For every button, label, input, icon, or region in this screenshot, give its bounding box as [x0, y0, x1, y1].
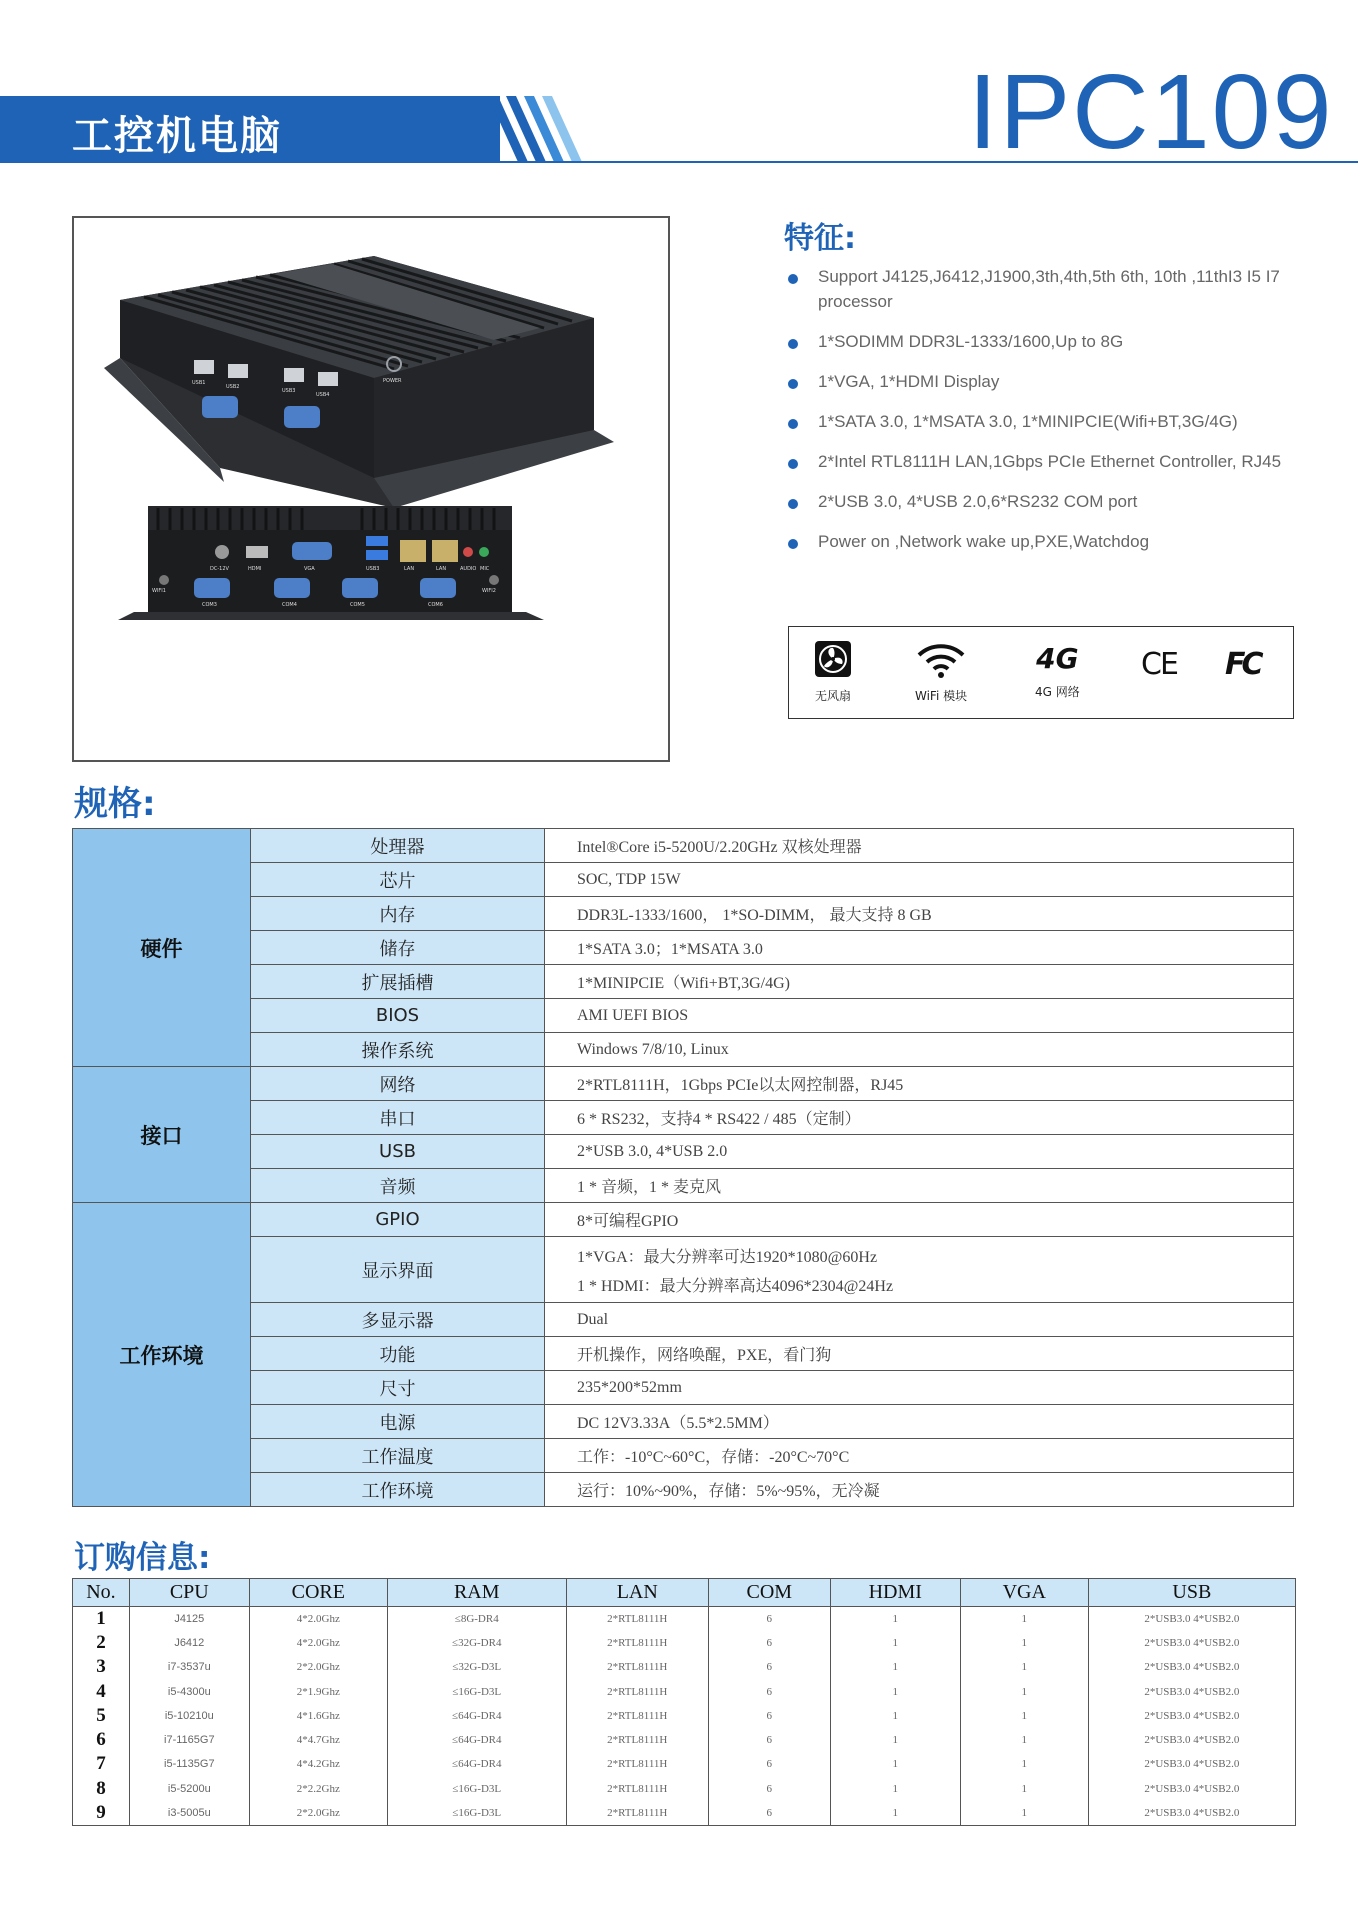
order-cell: i5-4300u: [129, 1679, 249, 1703]
spec-table: [72, 828, 1294, 1507]
order-cell: 4: [73, 1679, 130, 1703]
order-cell: 2*2.0Ghz: [249, 1655, 387, 1679]
order-cell: 2*USB3.0 4*USB2.0: [1088, 1631, 1295, 1655]
rear-port-label: AUDIO: [460, 566, 477, 572]
order-cell: ≤16G-D3L: [387, 1801, 566, 1825]
order-cell: 2*2.0Ghz: [249, 1801, 387, 1825]
order-cell: 2*2.2Ghz: [249, 1777, 387, 1801]
fanless-badge: [813, 639, 853, 704]
fan-icon: [813, 639, 853, 679]
order-cell: 1: [960, 1607, 1088, 1631]
order-cell: 1: [830, 1631, 960, 1655]
order-row: [73, 1655, 1296, 1679]
order-cell: ≤64G-DR4: [387, 1752, 566, 1776]
spec-value: 6 * RS232，支持4 * RS422 / 485（定制）: [545, 1101, 1294, 1135]
spec-value: 工作：-10°C~60°C，存储：-20°C~70°C: [545, 1439, 1294, 1473]
lte-label: 4G 网络: [1035, 685, 1080, 699]
spec-group-environment: 工作环境: [73, 1203, 251, 1507]
order-cell: 6: [708, 1679, 830, 1703]
order-cell: 2*RTL8111H: [566, 1631, 708, 1655]
order-cell: i7-1165G7: [129, 1728, 249, 1752]
order-cell: 2*USB3.0 4*USB2.0: [1088, 1607, 1295, 1631]
spec-row: [73, 863, 1294, 897]
spec-row: [73, 999, 1294, 1033]
order-cell: 1: [830, 1655, 960, 1679]
spec-row: [73, 1237, 1294, 1303]
order-cell: 1: [830, 1801, 960, 1825]
order-cell: 7: [73, 1752, 130, 1776]
order-cell: 1: [73, 1607, 130, 1631]
rear-port-label: COM5: [350, 602, 365, 608]
product-photo: [72, 216, 670, 762]
front-port-label: POWER: [383, 378, 402, 384]
order-header-row: [73, 1579, 1296, 1607]
order-cell: 2*USB3.0 4*USB2.0: [1088, 1777, 1295, 1801]
order-cell: 2*USB3.0 4*USB2.0: [1088, 1679, 1295, 1703]
category-title: 工控机电脑: [72, 113, 282, 159]
rear-port-label: VGA: [304, 566, 315, 572]
order-cell: ≤64G-DR4: [387, 1728, 566, 1752]
spec-label: 工作温度: [251, 1439, 545, 1473]
order-row: [73, 1728, 1296, 1752]
spec-label: 尺寸: [251, 1371, 545, 1405]
order-cell: 9: [73, 1801, 130, 1825]
order-cell: 3: [73, 1655, 130, 1679]
order-row: [73, 1801, 1296, 1825]
ce-mark-icon: CE: [1141, 647, 1177, 682]
order-cell: 2*RTL8111H: [566, 1704, 708, 1728]
order-cell: 6: [708, 1631, 830, 1655]
spec-value: Windows 7/8/10, Linux: [545, 1033, 1294, 1067]
order-cell: 1: [960, 1801, 1088, 1825]
spec-row: [73, 1303, 1294, 1337]
order-column-header: CORE: [249, 1579, 387, 1607]
order-cell: 2*RTL8111H: [566, 1607, 708, 1631]
order-cell: 1: [960, 1631, 1088, 1655]
spec-value: 8*可编程GPIO: [545, 1203, 1294, 1237]
order-cell: 2*RTL8111H: [566, 1752, 708, 1776]
order-cell: ≤16G-D3L: [387, 1777, 566, 1801]
order-cell: 6: [708, 1704, 830, 1728]
spec-label: GPIO: [251, 1203, 545, 1237]
rear-port-label: LAN: [436, 566, 447, 572]
spec-label: 储存: [251, 931, 545, 965]
order-cell: ≤32G-DR4: [387, 1631, 566, 1655]
spec-row: [73, 1135, 1294, 1169]
model-number: IPC109: [968, 53, 1334, 171]
order-cell: 1: [960, 1752, 1088, 1776]
spec-value: 开机操作，网络唤醒，PXE，看门狗: [545, 1337, 1294, 1371]
spec-value: 1*SATA 3.0；1*MSATA 3.0: [545, 931, 1294, 965]
feature-item: Power on ,Network wake up,PXE,Watchdog: [784, 529, 1324, 554]
front-port-label: USB3: [282, 388, 296, 394]
order-cell: 2*RTL8111H: [566, 1655, 708, 1679]
order-cell: J4125: [129, 1607, 249, 1631]
order-cell: 6: [708, 1728, 830, 1752]
order-cell: 6: [708, 1655, 830, 1679]
order-cell: i7-3537u: [129, 1655, 249, 1679]
order-cell: 1: [960, 1777, 1088, 1801]
order-row: [73, 1631, 1296, 1655]
spec-row: [73, 1405, 1294, 1439]
order-cell: 1: [960, 1728, 1088, 1752]
order-cell: 4*2.0Ghz: [249, 1607, 387, 1631]
order-cell: 2*RTL8111H: [566, 1679, 708, 1703]
spec-row: [73, 1203, 1294, 1237]
rear-port-label: DC-12V: [210, 566, 229, 572]
spec-label: 网络: [251, 1067, 545, 1101]
spec-label: 音频: [251, 1169, 545, 1203]
spec-title: 规格:: [74, 784, 156, 824]
spec-group-hardware: 硬件: [73, 829, 251, 1067]
spec-value-line: 1*VGA：最大分辨率可达1920*1080@60Hz: [577, 1248, 878, 1266]
spec-value-multiline: [545, 1237, 1294, 1303]
spec-value: Dual: [545, 1303, 1294, 1337]
feature-item: 2*USB 3.0, 4*USB 2.0,6*RS232 COM port: [784, 489, 1324, 514]
spec-label: 工作环境: [251, 1473, 545, 1507]
order-cell: 6: [708, 1607, 830, 1631]
order-cell: 1: [830, 1679, 960, 1703]
spec-row: [73, 1473, 1294, 1507]
rear-port-label: USB3: [366, 566, 380, 572]
order-cell: 2*USB3.0 4*USB2.0: [1088, 1728, 1295, 1752]
order-column-header: RAM: [387, 1579, 566, 1607]
feature-item: 2*Intel RTL8111H LAN,1Gbps PCIe Ethernet Controller, RJ45: [784, 449, 1324, 474]
order-cell: 4*1.6Ghz: [249, 1704, 387, 1728]
spec-label: 扩展插槽: [251, 965, 545, 999]
order-cell: 8: [73, 1777, 130, 1801]
spec-row: [73, 931, 1294, 965]
features-title: 特征:: [784, 221, 856, 256]
order-column-header: LAN: [566, 1579, 708, 1607]
rear-port-label: WIFI1: [152, 588, 166, 594]
order-cell: 2*RTL8111H: [566, 1728, 708, 1752]
order-row: [73, 1607, 1296, 1631]
fcc-mark-icon: FC: [1225, 647, 1260, 682]
fanless-label: 无风扇: [814, 689, 851, 703]
order-cell: 6: [708, 1752, 830, 1776]
front-port-label: USB2: [226, 384, 240, 390]
spec-label: 串口: [251, 1101, 545, 1135]
order-cell: i5-5200u: [129, 1777, 249, 1801]
spec-value: SOC, TDP 15W: [545, 863, 1294, 897]
spec-label: USB: [251, 1135, 545, 1169]
spec-row: [73, 1371, 1294, 1405]
order-cell: 2*RTL8111H: [566, 1777, 708, 1801]
spec-value: 运行：10%~90%，存储：5%~95%，无冷凝: [545, 1473, 1294, 1507]
order-cell: 1: [960, 1704, 1088, 1728]
wifi-badge: [915, 639, 967, 704]
order-column-header: COM: [708, 1579, 830, 1607]
rear-port-label: COM3: [202, 602, 217, 608]
order-cell: 1: [830, 1704, 960, 1728]
rear-port-label: COM6: [428, 602, 443, 608]
pc-top-view: [104, 256, 614, 508]
spec-label: BIOS: [251, 999, 545, 1033]
lte-icon: 4G: [1036, 642, 1079, 675]
order-column-header: No.: [73, 1579, 130, 1607]
order-cell: 2*USB3.0 4*USB2.0: [1088, 1704, 1295, 1728]
spec-value: 2*RTL8111H，1Gbps PCIe以太网控制器，RJ45: [545, 1067, 1294, 1101]
spec-row: [73, 1033, 1294, 1067]
spec-row: [73, 1101, 1294, 1135]
order-title: 订购信息:: [74, 1540, 211, 1576]
header-stripes-decoration: [488, 96, 598, 162]
order-column-header: VGA: [960, 1579, 1088, 1607]
order-row: [73, 1679, 1296, 1703]
order-cell: ≤64G-DR4: [387, 1704, 566, 1728]
order-cell: 1: [830, 1752, 960, 1776]
wifi-label: WiFi 模块: [915, 689, 968, 703]
spec-row: [73, 1067, 1294, 1101]
order-cell: 1: [960, 1655, 1088, 1679]
order-body: [73, 1607, 1296, 1826]
order-row: [73, 1752, 1296, 1776]
feature-item: Support J4125,J6412,J1900,3th,4th,5th 6th, 10th ,11thI3 I5 I7 processor: [784, 264, 1324, 314]
spec-value: 1 * 音频，1 * 麦克风: [545, 1169, 1294, 1203]
spec-value: 235*200*52mm: [545, 1371, 1294, 1405]
certification-box: [788, 626, 1294, 719]
order-cell: 6: [73, 1728, 130, 1752]
spec-label: 显示界面: [251, 1237, 545, 1303]
order-cell: i5-1135G7: [129, 1752, 249, 1776]
order-cell: i5-10210u: [129, 1704, 249, 1728]
order-cell: 4*2.0Ghz: [249, 1631, 387, 1655]
order-cell: 1: [960, 1679, 1088, 1703]
spec-label: 电源: [251, 1405, 545, 1439]
order-cell: 4*4.2Ghz: [249, 1752, 387, 1776]
spec-label: 操作系统: [251, 1033, 545, 1067]
rear-port-label: MIC: [480, 566, 490, 572]
spec-value: DDR3L-1333/1600， 1*SO-DIMM， 最大支持 8 GB: [545, 897, 1294, 931]
spec-label: 内存: [251, 897, 545, 931]
order-cell: 2*USB3.0 4*USB2.0: [1088, 1801, 1295, 1825]
order-column-header: USB: [1088, 1579, 1295, 1607]
front-port-label: USB1: [192, 380, 206, 386]
feature-item: 1*VGA, 1*HDMI Display: [784, 369, 1324, 394]
order-column-header: CPU: [129, 1579, 249, 1607]
rear-port-label: HDMI: [248, 566, 262, 572]
spec-label: 功能: [251, 1337, 545, 1371]
rear-port-label: COM4: [282, 602, 297, 608]
order-cell: 2*USB3.0 4*USB2.0: [1088, 1752, 1295, 1776]
spec-label: 处理器: [251, 829, 545, 863]
spec-value: Intel®Core i5-5200U/2.20GHz 双核处理器: [545, 829, 1294, 863]
order-cell: 2*RTL8111H: [566, 1801, 708, 1825]
order-cell: 1: [830, 1607, 960, 1631]
spec-group-interfaces: 接口: [73, 1067, 251, 1203]
rear-port-label: WIFI2: [482, 588, 496, 594]
order-cell: 2*1.9Ghz: [249, 1679, 387, 1703]
spec-value: AMI UEFI BIOS: [545, 999, 1294, 1033]
spec-row: [73, 1337, 1294, 1371]
spec-value: 2*USB 3.0, 4*USB 2.0: [545, 1135, 1294, 1169]
order-cell: ≤8G-DR4: [387, 1607, 566, 1631]
order-cell: 5: [73, 1704, 130, 1728]
spec-value: DC 12V3.33A（5.5*2.5MM）: [545, 1405, 1294, 1439]
order-table: [72, 1578, 1296, 1826]
feature-item: 1*SATA 3.0, 1*MSATA 3.0, 1*MINIPCIE(Wifi+BT,3G/4G): [784, 409, 1324, 434]
order-column-header: HDMI: [830, 1579, 960, 1607]
order-row: [73, 1777, 1296, 1801]
order-cell: 2*USB3.0 4*USB2.0: [1088, 1655, 1295, 1679]
order-cell: ≤32G-D3L: [387, 1655, 566, 1679]
spec-label: 芯片: [251, 863, 545, 897]
order-cell: 6: [708, 1801, 830, 1825]
spec-row: [73, 1169, 1294, 1203]
wifi-icon: [915, 639, 967, 679]
lte-badge: [1035, 639, 1080, 700]
spec-row: [73, 829, 1294, 863]
front-port-label: USB4: [316, 392, 330, 398]
features-list: [784, 264, 1324, 569]
order-cell: ≤16G-D3L: [387, 1679, 566, 1703]
industrial-pc-illustration: [74, 218, 668, 760]
pc-rear-view: [118, 506, 544, 620]
spec-value-line: 1 * HDMI：最大分辨率高达4096*2304@24Hz: [577, 1277, 894, 1295]
spec-row: [73, 965, 1294, 999]
spec-row: [73, 897, 1294, 931]
rear-port-label: LAN: [404, 566, 415, 572]
order-cell: 1: [830, 1728, 960, 1752]
spec-label: 多显示器: [251, 1303, 545, 1337]
order-cell: i3-5005u: [129, 1801, 249, 1825]
order-cell: 2: [73, 1631, 130, 1655]
order-row: [73, 1704, 1296, 1728]
order-cell: J6412: [129, 1631, 249, 1655]
order-cell: 4*4.7Ghz: [249, 1728, 387, 1752]
feature-item: 1*SODIMM DDR3L-1333/1600,Up to 8G: [784, 329, 1324, 354]
order-cell: 1: [830, 1777, 960, 1801]
spec-value: 1*MINIPCIE（Wifi+BT,3G/4G): [545, 965, 1294, 999]
spec-row: [73, 1439, 1294, 1473]
order-cell: 6: [708, 1777, 830, 1801]
